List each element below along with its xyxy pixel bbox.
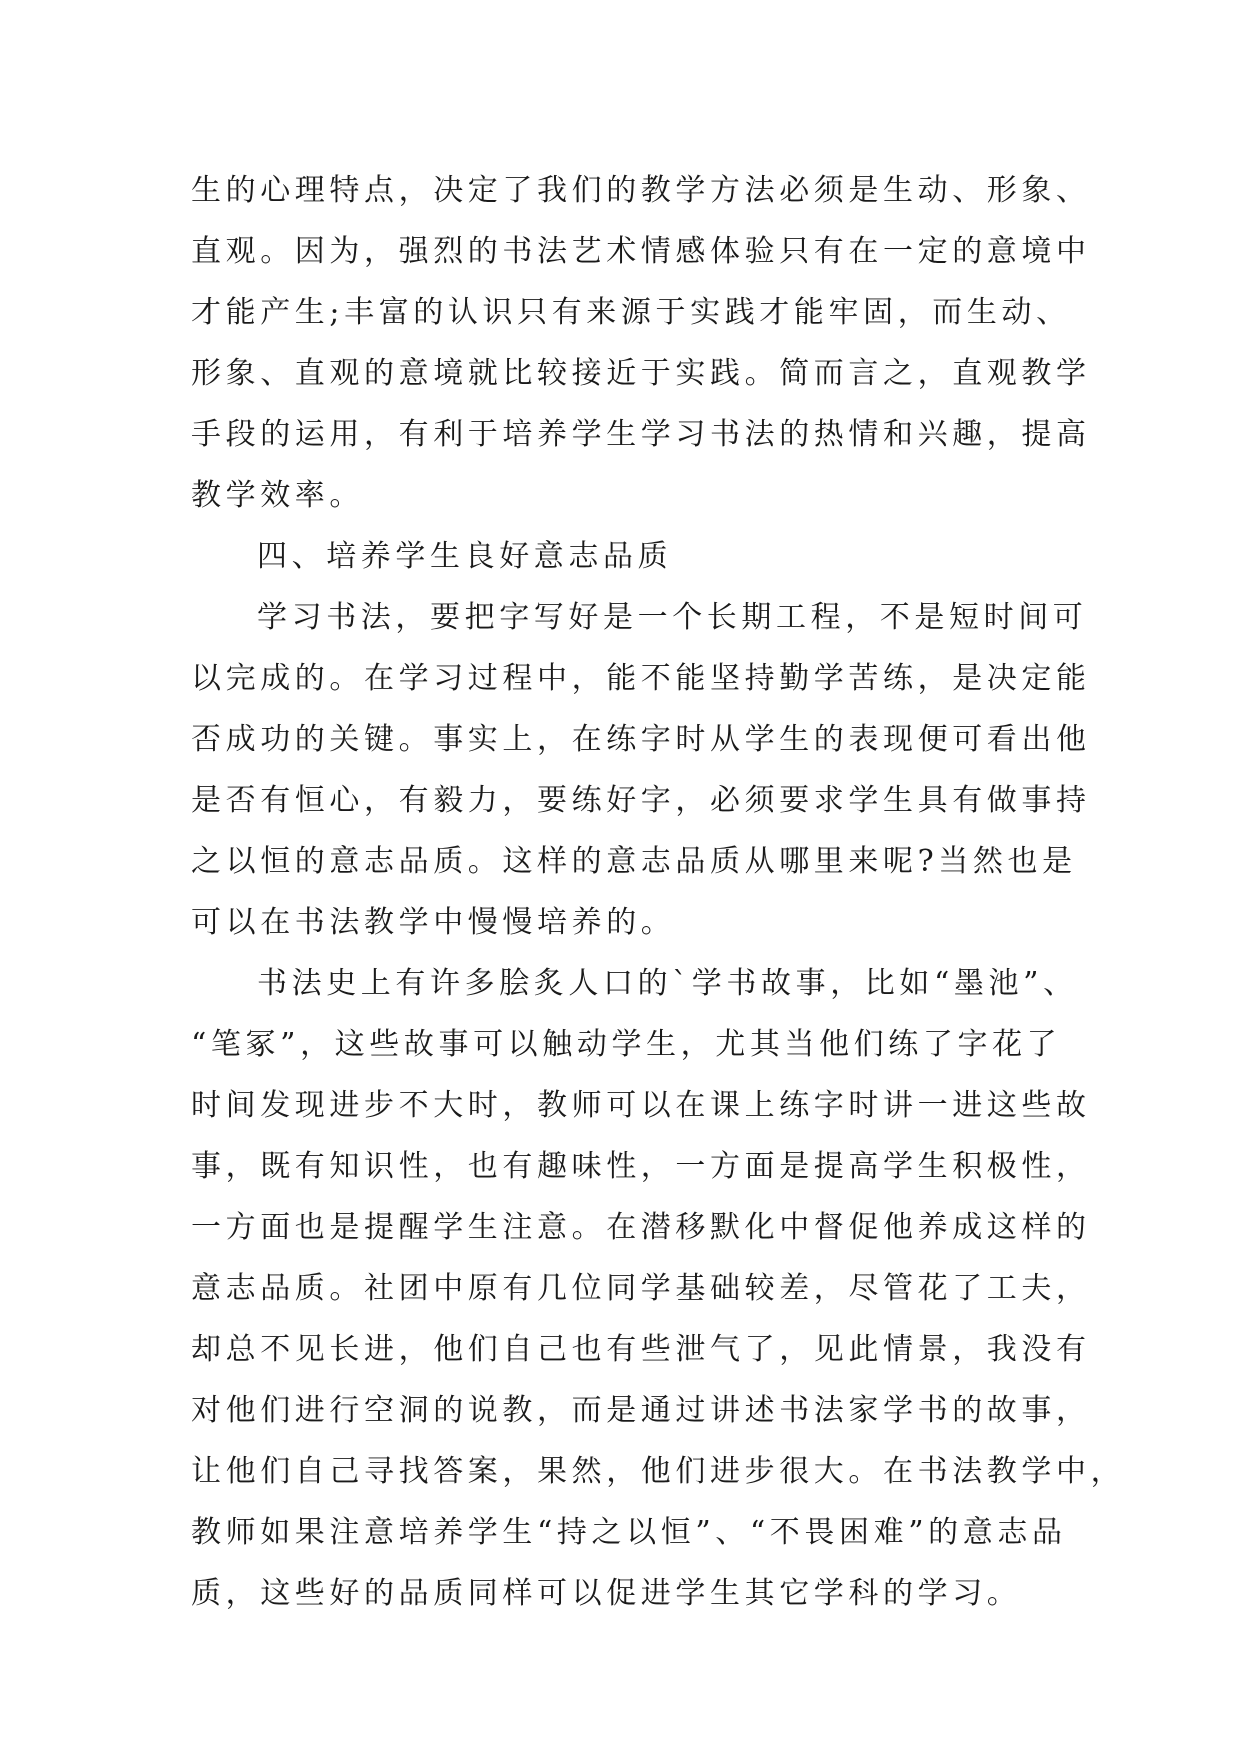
text-line: 对他们进行空洞的说教，而是通过讲述书法家学书的故事， [191,1393,1091,1428]
text-line: 才能产生;丰富的认识只有来源于实践才能牢固，而生动、 [191,295,1071,330]
text-line: 形象、直观的意境就比较接近于实践。简而言之，直观教学 [191,356,1091,391]
body-text [191,160,1126,1624]
text-line: 却总不见长进，他们自己也有些泄气了，见此情景，我没有 [191,1332,1091,1367]
text-line: 教学效率。 [191,478,364,513]
text-line: 之以恒的意志品质。这样的意志品质从哪里来呢?当然也是 [191,844,1077,879]
text-line: “笔冢”，这些故事可以触动学生，尤其当他们练了字花了 [191,1027,1062,1062]
paragraph-first-line: 学习书法，要把字写好是一个长期工程，不是短时间可 [257,600,1088,635]
text-line: 手段的运用，有利于培养学生学习书法的热情和兴趣，提高 [191,417,1091,452]
text-line: 否成功的关键。事实上，在练字时从学生的表现便可看出他 [191,722,1091,757]
text-line: 时间发现进步不大时，教师可以在课上练字时讲一进这些故 [191,1088,1091,1123]
text-line: 让他们自己寻找答案，果然，他们进步很大。在书法教学中， [191,1454,1126,1489]
text-line: 质，这些好的品质同样可以促进学生其它学科的学习。 [191,1576,1022,1611]
paragraph-first-line: 四、培养学生良好意志品质 [257,539,673,574]
text-line: 一方面也是提醒学生注意。在潜移默化中督促他养成这样的 [191,1210,1091,1245]
text-line: 可以在书法教学中慢慢培养的。 [191,905,676,940]
text-line: 直观。因为，强烈的书法艺术情感体验只有在一定的意境中 [191,234,1091,269]
text-line: 事，既有知识性，也有趣味性，一方面是提高学生积极性， [191,1149,1091,1184]
text-line: 是否有恒心，有毅力，要练好字，必须要求学生具有做事持 [191,783,1091,818]
text-line: 生的心理特点，决定了我们的教学方法必须是生动、形象、 [191,173,1091,208]
paragraph-first-line: 书法史上有许多脍炙人口的`学书故事，比如“墨池”、 [257,966,1078,1001]
text-line: 教师如果注意培养学生“持之以恒”、“不畏困难”的意志品 [191,1515,1067,1550]
text-line: 以完成的。在学习过程中，能不能坚持勤学苦练，是决定能 [191,661,1091,696]
text-line: 意志品质。社团中原有几位同学基础较差，尽管花了工夫， [191,1271,1091,1306]
